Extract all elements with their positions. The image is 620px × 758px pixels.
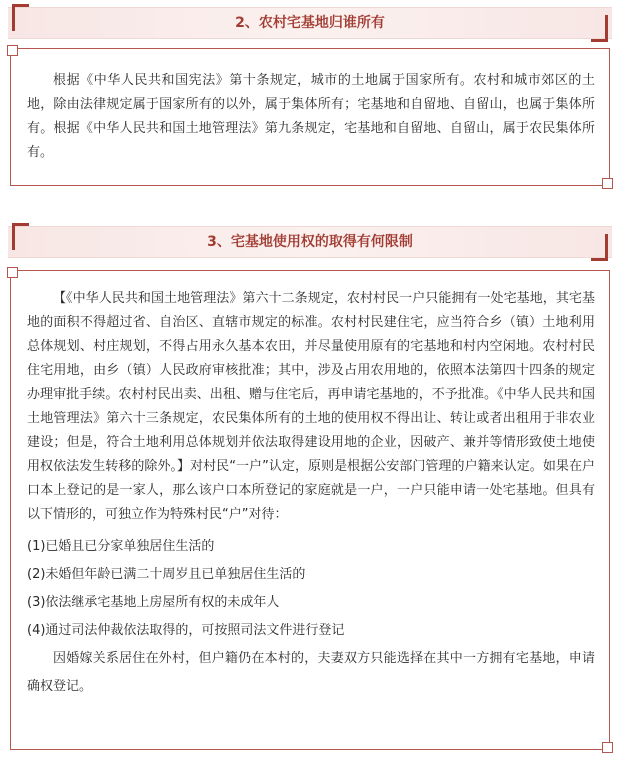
section-3-title: 3、宅基地使用权的取得有何限制 <box>207 234 413 250</box>
list-item: (4)通过司法仲裁依法取得的，可按照司法文件进行登记 <box>27 623 345 638</box>
section-3 <box>0 218 620 758</box>
box-corner-ornament <box>602 178 613 189</box>
list-item: (2)未婚但年龄已满二十周岁且已单独居住生活的 <box>27 567 306 582</box>
section-3-paragraph: 【《中华人民共和国土地管理法》第六十二条规定，农村村民一户只能拥有一处宅基地，其宅基地的面积不得超过省、自治区、直辖市规定的标准。农村村民建住宅，应当符合乡（镇）土地利用总体规划、村庄规划，不得占用永久基本农田，并尽量使用原有的宅基地和村内空闲地。农村村民住宅用地，由乡（镇）人民政府审核批准；其中，涉及占用农用地的，依照本法第四十四条的规定办理审批手续。农村村民出卖、出租、赠与住宅后，再申请宅基地的，不予批准。《中华人民共和国土地管理法》第六十三条规定，农民集体所有的土地的使用权不得出让、转让或者出租用于非农业建设；但是，符合土地利用总体规划并依法取得建设用地的企业，因破产、兼并等情形致使土地使用权依法发生转移的除外。】对村民“一户”认定，原则是根据公安部门管理的户籍来认定。如果在户口本上登记的是一家人，那么该户口本所登记的家庭就是一户，一户只能申请一处宅基地。但具有以下情形的，可独立作为特殊村民“户”对待： <box>27 291 595 522</box>
section-2-title-bar <box>8 7 612 39</box>
list-item: (1)已婚且已分家单独居住生活的 <box>27 539 215 554</box>
section-3-title-bar <box>8 226 612 258</box>
box-corner-ornament <box>7 45 18 56</box>
section-2-paragraph: 根据《中华人民共和国宪法》第十条规定，城市的土地属于国家所有。农村和城市郊区的土地，除由法律规定属于国家所有的以外，属于集体所有；宅基地和自留地、自留山，也属于集体所有。根据《中华人民共和国土地管理法》第九条规定，宅基地和自留地、自留山，属于农民集体所有。 <box>27 73 595 160</box>
section-2 <box>0 0 620 200</box>
box-corner-ornament <box>602 742 613 753</box>
list-item: (3)依法继承宅基地上房屋所有权的未成年人 <box>27 595 280 610</box>
section-3-content-box <box>10 270 610 750</box>
box-corner-ornament <box>7 267 18 278</box>
section-2-content-box <box>10 48 610 186</box>
section-3-closing: 因婚嫁关系居住在外村，但户籍仍在本村的，夫妻双方只能选择在其中一方拥有宅基地，申请确权登记。 <box>27 651 595 694</box>
section-2-title: 2、农村宅基地归谁所有 <box>235 15 385 31</box>
